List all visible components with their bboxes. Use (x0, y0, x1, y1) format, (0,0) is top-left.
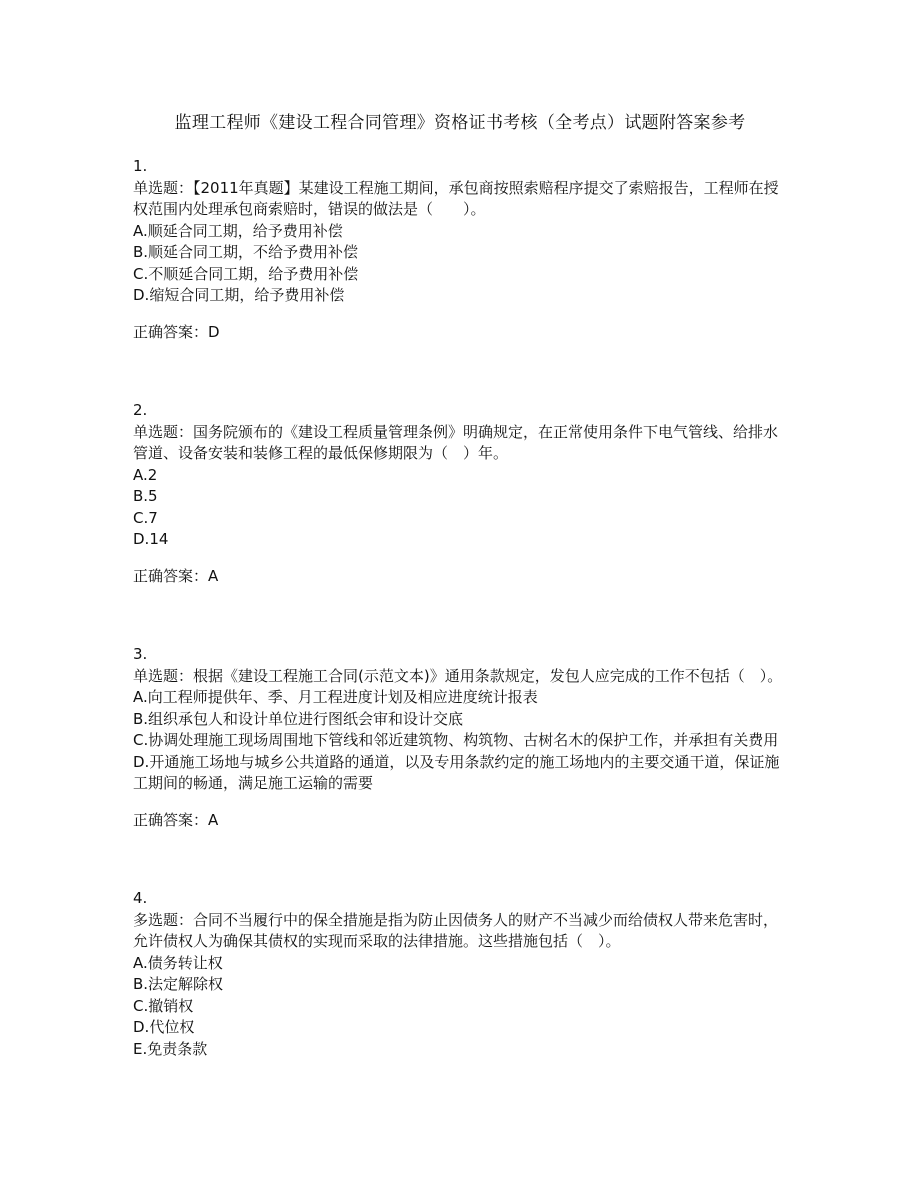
option-c: C.7 (133, 508, 158, 527)
question-stem: 单选题：国务院颁布的《建设工程质量管理条例》明确规定，在正常使用条件下电气管线、给排水管道、设备安装和装修工程的最低保修期限为（ ）年。 (133, 422, 779, 462)
option-d: D.14 (133, 530, 169, 548)
option-a: A.向工程师提供年、季、月工程进度计划及相应进度统计报表 (133, 688, 538, 706)
option-d: D.缩短合同工期，给予费用补偿 (133, 286, 345, 304)
answer: 正确答案：A (133, 566, 219, 585)
question-1 (133, 156, 788, 343)
document-title: 监理工程师《建设工程合同管理》资格证书考核（全考点）试题附答案参考 (174, 113, 746, 133)
question-number: 2. (133, 401, 148, 419)
question-4 (133, 888, 788, 1060)
answer: 正确答案：A (133, 810, 219, 829)
option-a: A.2 (133, 465, 158, 484)
question-list (133, 156, 788, 1060)
question-2 (133, 400, 788, 587)
option-e: E.免责条款 (133, 1039, 208, 1058)
option-c: C.协调处理施工现场周围地下管线和邻近建筑物、构筑物、古树名木的保护工作，并承担有关费用 (133, 731, 779, 749)
option-b: B.法定解除权 (133, 975, 224, 993)
option-c: C.不顺延合同工期，给予费用补偿 (133, 264, 359, 283)
option-b: B.5 (133, 487, 158, 505)
question-stem: 多选题：合同不当履行中的保全措施是指为防止因债务人的财产不当减少而给债权人带来危害时，允许债权人为确保其债权的实现而采取的法律措施。这些措施包括（ ）。 (133, 910, 779, 950)
question-number: 3. (133, 645, 148, 663)
question-number: 4. (133, 889, 148, 907)
question-stem: 单选题：根据《建设工程施工合同(示范文本)》通用条款规定，发包人应完成的工作不包括（ ）。 (133, 666, 783, 685)
answer: 正确答案：D (133, 322, 220, 341)
question-number: 1. (133, 157, 148, 175)
option-d: D.开通施工场地与城乡公共道路的通道，以及专用条款约定的施工场地内的主要交通干道，保证施工期间的畅通，满足施工运输的需要 (133, 752, 780, 792)
option-b: B.组织承包人和设计单位进行图纸会审和设计交底 (133, 709, 464, 728)
question-3 (133, 644, 788, 831)
option-a: A.顺延合同工期，给予费用补偿 (133, 221, 343, 240)
option-a: A.债务转让权 (133, 953, 223, 972)
option-b: B.顺延合同工期，不给予费用补偿 (133, 243, 359, 261)
option-c: C.撤销权 (133, 996, 194, 1015)
question-stem: 单选题：【2011年真题】某建设工程施工期间，承包商按照索赔程序提交了索赔报告，工程师在授权范围内处理承包商索赔时，错误的做法是（ ）。 (133, 178, 779, 218)
option-d: D.代位权 (133, 1018, 195, 1036)
